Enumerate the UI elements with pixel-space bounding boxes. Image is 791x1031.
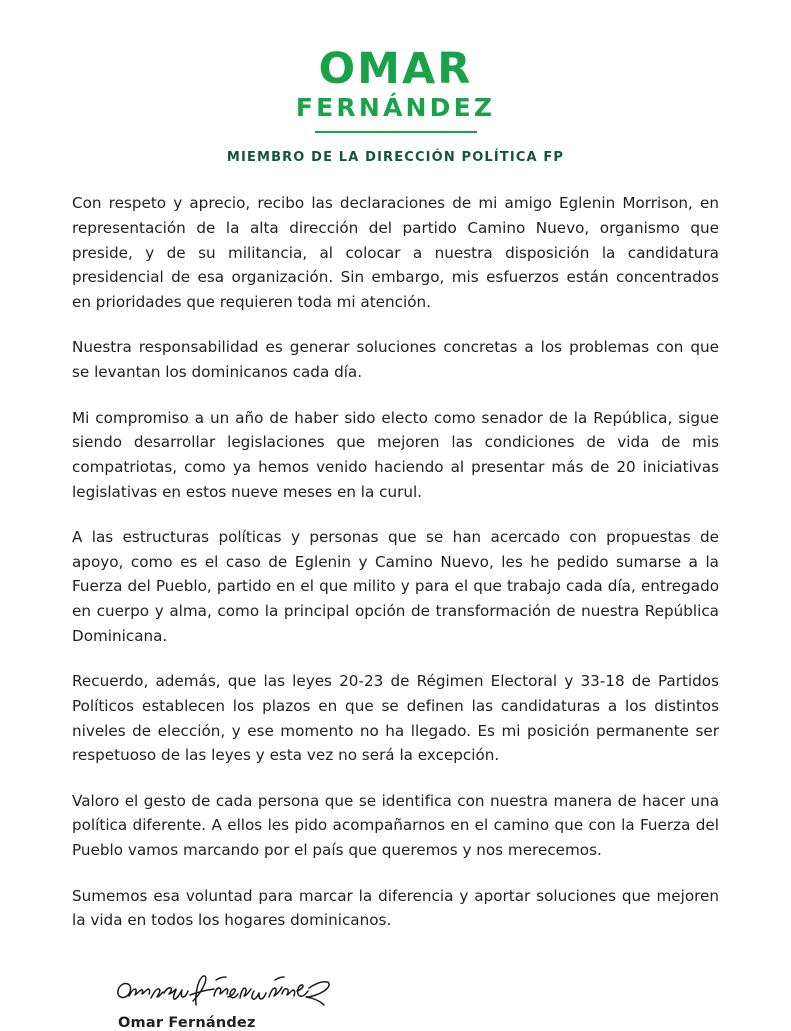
brand-name-first: OMAR [318, 44, 473, 94]
paragraph: Valoro el gesto de cada persona que se identifica con nuestra manera de hacer una política diferente. A ellos les pido acompañarnos en el camino que con la Fuerza del Pueblo vamos marcando por el país que queremos y nos merecemos. [72, 791, 719, 860]
paragraph: Nuestra responsabilidad es generar soluciones concretas a los problemas con que se levantan los dominicanos cada día. [72, 338, 719, 382]
brand-subtitle: MIEMBRO DE LA DIRECCIÓN POLÍTICA FP [226, 150, 565, 166]
paragraph: Recuerdo, además, que las leyes 20-23 de Régimen Electoral y 33-18 de Partidos Políticos establecen los plazos en que se definen las candidaturas a los distintos niveles de elección, y ese momento no ha llegado. Es mi posición permanente ser respetuoso de las leyes y esta vez no será la excepción. [72, 672, 719, 765]
signature-block [110, 967, 791, 1031]
brand-name-last: FERNÁNDEZ [295, 92, 496, 122]
brand-divider [315, 131, 477, 133]
paragraph: Mi compromiso a un año de haber sido electo como senador de la República, sigue siendo desarrollar legislaciones que mejoren las condiciones de vida de mis compatriotas, como ya hemos venido haciendo al presentar más de 20 iniciativas legislativas en estos nueve meses en la curul. [72, 408, 719, 501]
signature-printed-name: Omar Fernández [118, 1014, 256, 1031]
letter-body [72, 191, 719, 933]
paragraph: A las estructuras políticas y personas que se han acercado con propuestas de apoyo, como es el caso de Eglenin y Camino Nuevo, les he pedido sumarse a la Fuerza del Pueblo, partido en el que milito y para el que trabajo cada día, entregado en cuerpo y alma, como la principal opción de transformación de nuestra República Dominicana. [72, 528, 719, 645]
paragraph: Sumemos esa voluntad para marcar la diferencia y aportar soluciones que mejoren la vida en todos los hogares dominicanos. [72, 886, 719, 930]
paragraph: Con respeto y aprecio, recibo las declaraciones de mi amigo Eglenin Morrison, en representación de la alta dirección del partido Camino Nuevo, organismo que preside, y de su militancia, al colocar a nuestra disposición la candidatura presidencial de esa organización. Sin embargo, mis esfuerzos están concentrados en prioridades que requieren toda mi atención. [72, 194, 719, 311]
handwritten-signature-icon [110, 967, 385, 1013]
letterhead [0, 0, 791, 165]
